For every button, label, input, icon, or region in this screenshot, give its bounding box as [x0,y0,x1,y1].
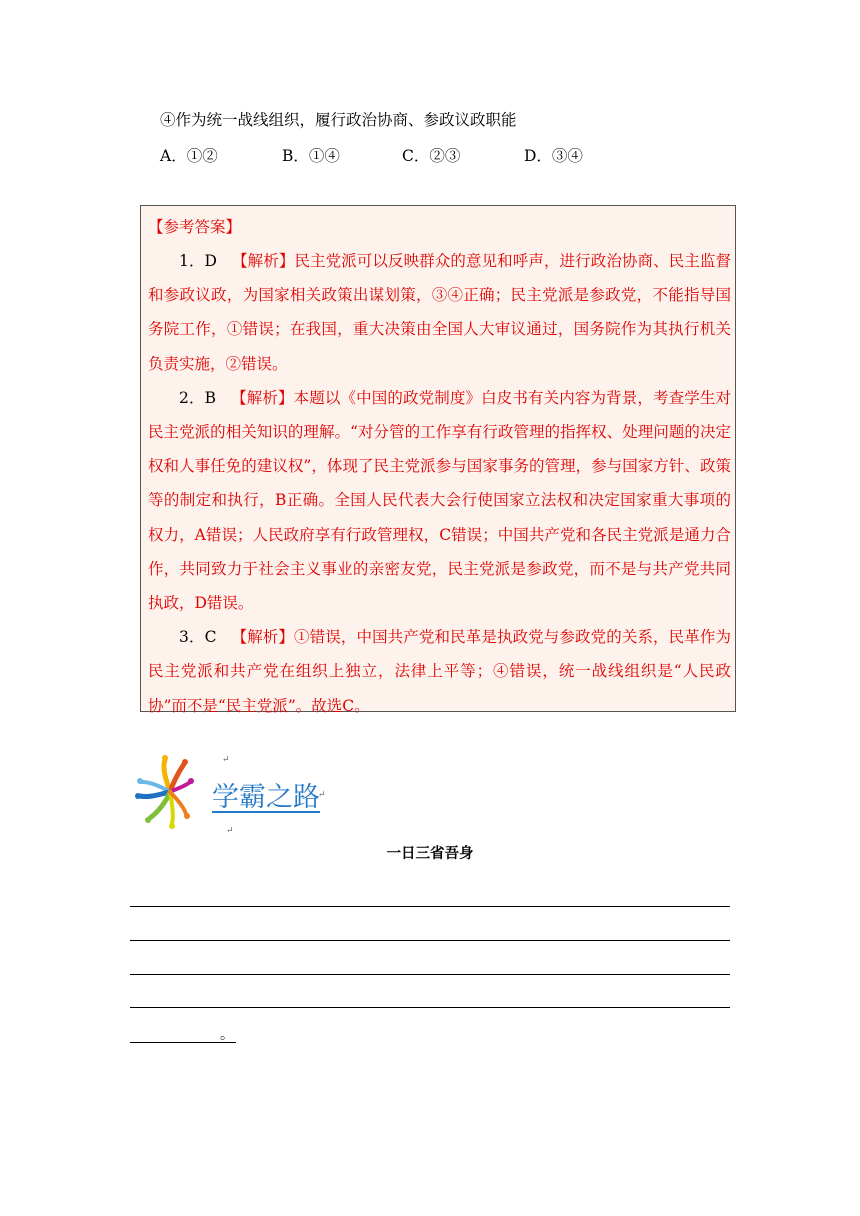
answer-explanation: 【解析】①错误，中国共产党和民革是执政党与参政党的关系，民革作为民主党派和共产党在组织上独立，法律上平等；④错误，统一战线组织是“人民政协”而不是“民主党派”。故选C。 [148,628,731,715]
option-a: A．①② [160,147,218,165]
answer-explanation: 【解析】民主党派可以反映群众的意见和呼声，进行政治协商、民主监督和参政议政，为国家相关政策出谋划策，③④正确；民主党派是参政党，不能指导国务院工作，①错误；在我国，重大决策由全国人大审议通过，国务院作为其执行机关负责实施，②错误。 [148,252,731,373]
paragraph-mark: ↵ [226,826,234,836]
option-b: B．①④ [282,147,340,165]
writing-line [130,906,730,907]
writing-line [130,1007,730,1008]
answer-item-3 [148,620,731,723]
section-title: 一日三省吾身 [386,845,474,862]
flower-logo-icon [132,752,196,832]
answer-explanation: 【解析】本题以《中国的政党制度》白皮书有关内容为背景，考查学生对民主党派的相关知识的理解。“对分管的工作享有行政管理的指挥权、处理问题的决定权和人事任免的建议权”，体现了民主党派参与国家事务的管理，参与国家方针、政策等的制定和执行，B正确。全国人民代表大会行使国家立法权和决定国家重大事项的权力，A错误；人民政府享有行政管理权，C错误；中国共产党和各民主党派是通力合作，共同致力于社会主义事业的亲密友党，民主党派是参政党，而不是与共产党共同执政，D错误。 [148,388,731,613]
question-item-4: ④作为统一战线组织，履行政治协商、参政议政职能 [160,111,517,129]
answer-options [0,144,860,168]
answer-number: 3．C [179,628,217,647]
answer-number: 1．D [179,252,217,270]
logo-text: 学霸之路 [212,782,320,813]
answer-item-1 [148,244,731,381]
writing-line [130,974,730,975]
answer-number: 2．B [179,388,216,407]
paragraph-mark: ↵ [318,790,326,800]
reference-answer-box [140,205,736,715]
answer-item-2 [148,381,731,620]
answer-box-body [148,244,731,723]
writing-line [130,940,730,941]
end-period: 。 [220,1027,234,1043]
answer-box-title: 【参考答案】 [148,218,242,236]
option-d: D．③④ [524,147,583,165]
option-c: C．②③ [402,147,461,165]
paragraph-mark: ↵ [222,755,230,765]
